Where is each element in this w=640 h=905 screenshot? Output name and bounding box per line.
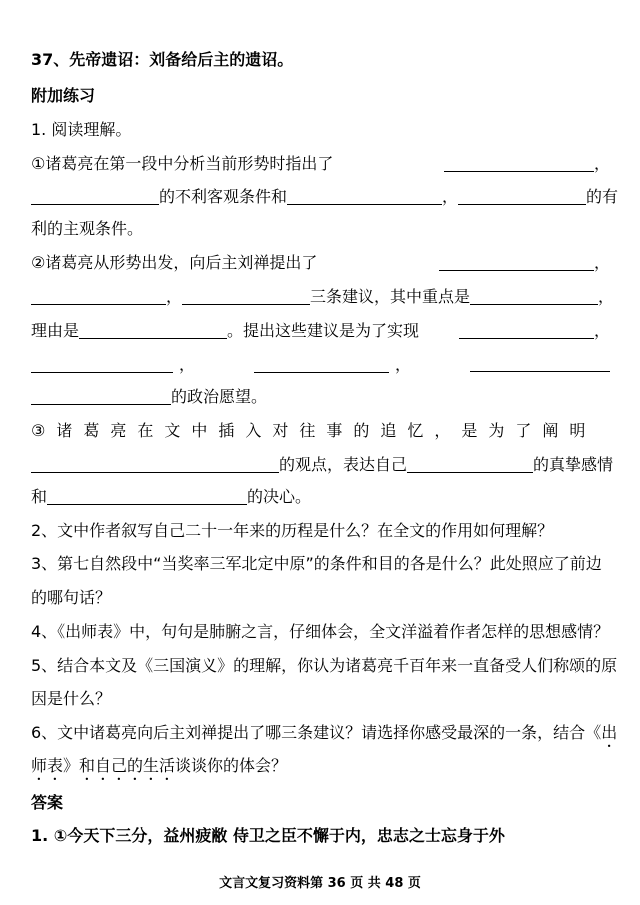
question-6-line1 <box>31 723 618 751</box>
question-6-text: 谈谈你的体会？ <box>175 756 288 775</box>
q1-part3-text: 和 <box>31 487 48 506</box>
answer-blank <box>31 388 171 405</box>
answer-blank <box>79 322 227 339</box>
q1-part2-text: 。提出这些建议是为了实现 <box>227 321 420 340</box>
answer-blank <box>31 456 279 473</box>
extra-practice-title: 附加练习 <box>31 86 96 105</box>
punctuation: ， <box>166 287 183 306</box>
answer-blank <box>254 356 389 373</box>
q1-part2-line5 <box>31 387 610 407</box>
punctuation: ， <box>394 355 411 374</box>
answer-blank <box>182 288 310 305</box>
q1-part1-line1 <box>31 154 610 174</box>
answer-1: 1. ①今天下三分，益州疲敝 侍卫之臣不懈于内，忠志之士忘身于外 <box>31 826 505 845</box>
answer-title: 答案 <box>31 793 64 812</box>
question-5-line2: 因是什么？ <box>31 689 112 708</box>
q1-part2-line4 <box>31 355 610 375</box>
answer-blank <box>444 155 594 172</box>
answer-blank <box>31 288 166 305</box>
answer-blank <box>47 488 247 505</box>
question-1-title: 1. 阅读理解。 <box>31 120 132 139</box>
answer-blank <box>439 254 594 271</box>
q1-part3-text: ③诸葛亮在文中插入对往事的追忆，是为了阐明 <box>31 421 597 440</box>
question-4: 4、《出师表》中，句句是肺腑之言，仔细体会，全文洋溢着作者怎样的思想感情？ <box>31 622 610 641</box>
q1-part2-text: 理由是 <box>31 321 80 340</box>
q1-part3-text: 的决心。 <box>247 487 312 506</box>
punctuation: ， <box>593 321 610 340</box>
punctuation: ， <box>442 187 459 206</box>
punctuation: ， <box>178 355 195 374</box>
question-6-text: 6、文中诸葛亮向后主刘禅提出了哪三条建议？请选择你感受最深的一条，结合 <box>31 723 586 742</box>
answer-blank <box>407 456 533 473</box>
q1-part2-line3 <box>31 321 610 341</box>
answer-blank <box>459 322 594 339</box>
question-6-emphasis: 《出 <box>585 723 618 742</box>
q1-part1-text: ①诸葛亮在第一段中分析当前形势时指出了 <box>31 154 334 173</box>
question-5-line1: 5、结合本文及《三国演义》的理解，你认为诸葛亮千百年来一直备受人们称颂的原 <box>31 656 618 675</box>
answer-blank <box>470 355 610 372</box>
answer-blank <box>470 288 598 305</box>
q1-part3-text: 的真挚感情 <box>533 455 614 474</box>
q1-part1-line3: 利的主观条件。 <box>31 219 144 238</box>
answer-blank <box>31 356 173 373</box>
punctuation: ， <box>598 287 615 306</box>
punctuation: ， <box>593 154 610 173</box>
q1-part2-line1 <box>31 253 610 273</box>
punctuation: ， <box>593 253 610 272</box>
q1-part3-line1 <box>31 421 610 441</box>
q1-part2-line2 <box>31 287 615 307</box>
q1-part2-text: 的政治愿望。 <box>171 387 268 406</box>
q1-part3-text: 的观点，表达自己 <box>279 455 408 474</box>
answer-blank <box>287 188 442 205</box>
q1-part2-text: ②诸葛亮从形势出发，向后主刘禅提出了 <box>31 253 318 272</box>
q1-part2-text: 三条建议，其中重点是 <box>310 287 471 306</box>
question-3-line2: 的哪句话？ <box>31 588 112 607</box>
question-6-line2 <box>31 756 610 784</box>
q1-part1-text: 的有 <box>586 187 619 206</box>
question-3-line1: 3、第七自然段中“当奖率三军北定中原”的条件和目的各是什么？此处照应了前边 <box>31 554 602 573</box>
q1-part1-text: 的不利客观条件和 <box>159 187 288 206</box>
q1-part1-line2 <box>31 187 619 207</box>
q1-part3-line2 <box>31 455 614 475</box>
answer-blank <box>458 188 586 205</box>
answer-blank <box>31 188 159 205</box>
question-2: 2、文中作者叙写自己二十一年来的历程是什么？在全文的作用如何理解？ <box>31 521 554 540</box>
q1-part3-line3 <box>31 487 610 507</box>
page-footer: 文言文复习资料第 36 页 共 48 页 <box>219 876 421 891</box>
question-6-emphasis: 师表》和自己的生活 <box>31 756 176 775</box>
section-heading-37: 37、先帝遗诏：刘备给后主的遗诏。 <box>31 50 294 69</box>
